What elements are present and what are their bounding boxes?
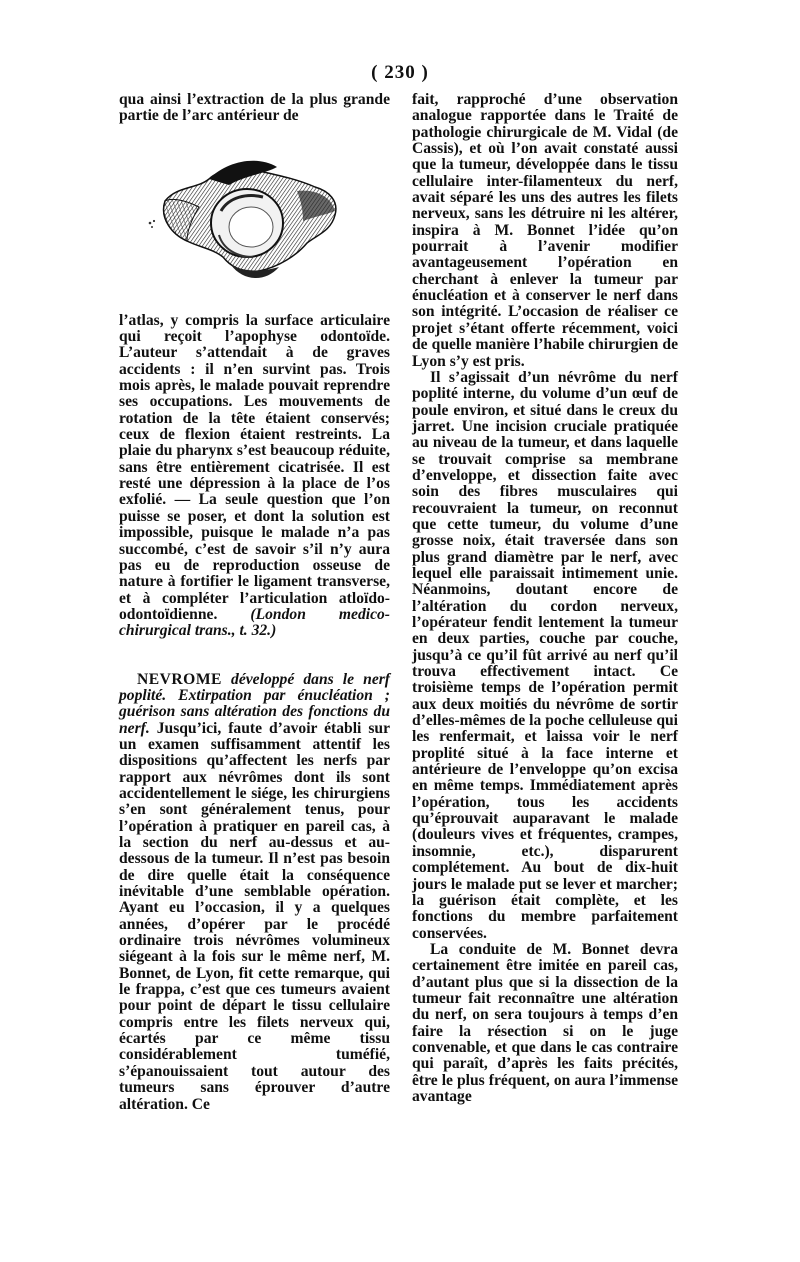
right-column bbox=[412, 92, 678, 1105]
right-paragraph-3: La conduite de M. Bonnet devra certainement être imitée en pareil cas, d’autant plus que si la dissection de la tumeur fait reconnaître une altération du nerf, on sera toujours à temps d’en faire la résection si on le juge convenable, et que dans le cas contraire qui paraît, d’après les faits précités, être le plus fréquent, on aura l’immense avantage bbox=[412, 940, 678, 1105]
article-text: Jusqu’ici, faute d’avoir établi sur un examen suffisamment attentif les dispositions qu’affectent les nerfs par rapport aux névrômes dont ils sont accidentellement le siége, les chirurgiens s’en sont généralement tenus, pour l’opération à pratiquer en pareil cas, à la section du nerf au-dessus et au-dessous de la tumeur. Il n’est pas besoin de dire quelle était la conséquence inévitable d’une semblable opération. Ayant eu l’occasion, il y a quelques années, d’opérer par le procédé ordinaire trois névrômes volumineux siégeant à la fois sur le même nerf, M. Bonnet, de Lyon, fit cette remarque, qui le frappa, c’est que ces tumeurs avaient pour point de départ le tissu cellulaire compris entre les filets nerveux qui, écartés par ce même tissu considérablement tuméfié, s’épanouissaient tout autour des tumeurs sans éprouver d’autre altération. Ce bbox=[119, 719, 390, 1113]
left-paragraph-3 bbox=[119, 672, 390, 1113]
atlas-resection-text: l’atlas, y compris la surface articulaire qui reçoit l’apophyse odontoïde. L’auteur s’attendait à de graves accidents : il n’en survint pas. Trois mois après, le malade pouvait reprendre ses occupations. Les mouvements de rotation de la tête étaient conservés; ceux de flexion étaient restreints. La plaie du pharynx s’est beaucoup réduite, sans être entièrement cicatrisée. Il est resté une dépression à la place de l’os exfolié. — La seule question que l’on puisse se poser, et dont la solution est impossible, puisque le malade n’a pas succombé, c’est de savoir s’il n’y aura pas eu de reproduction osseuse de nature à fortifier le ligament transverse, et à compléter l’articulation atloïdo-odontoïdienne. bbox=[119, 311, 390, 623]
left-column bbox=[119, 92, 390, 1113]
article-heading: NEVROME bbox=[137, 670, 222, 688]
left-paragraph-1: qua ainsi l’extraction de la plus grande partie de l’arc antérieur de bbox=[119, 91, 390, 125]
page-number: ( 230 ) bbox=[371, 62, 429, 83]
bone-figure bbox=[119, 127, 390, 303]
article-subtitle: développé dans le nerf poplité. Extirpation par énucléation ; guérison sans altération des fonctions du nerf. bbox=[119, 670, 390, 737]
citation: (London medico-chirurgical trans., t. 32.) bbox=[119, 605, 390, 640]
atlas-vertebra-engraving bbox=[147, 131, 347, 301]
right-paragraph-2: Il s’agissait d’un névrôme du nerf poplité interne, du volume d’un œuf de poule environ, et situé dans le creux du jarret. Une incision cruciale pratiquée au niveau de la tumeur, et dans laquelle se trouvait comprise sa membrane d’enveloppe, et dissection faite avec soin des fibres musculaires qui recouvraient la tumeur, on reconnut que cette tumeur, du volume d’une grosse noix, était traversée dans son plus grand diamètre par le nerf, avec lequel elle paraissait intimement unie. Néanmoins, doutant encore de l’altération du cordon nerveux, l’opérateur fendit lentement la tumeur en deux parties, couche par couche, jusqu’à ce qu’il fût arrivé au nerf qu’il trouva effectivement intact. Ce troisième temps de l’opération permit aux deux moitiés du névrôme de sortir d’elles-mêmes de la poche celluleuse qui les renfermait, et laissa voir le nerf proplité situé à la face interne et antérieure de l’enveloppe qu’on excisa en même temps. Immédiatement après l’opération, tous les accidents qu’éprouvait auparavant le malade (douleurs vives et fréquentes, crampes, insomnie, etc.), disparurent complétement. Au bout de dix-huit jours le malade put se lever et marcher; la guérison était complète, et les fonctions du membre parfaitement conservées. bbox=[412, 368, 678, 942]
left-paragraph-2 bbox=[119, 313, 390, 640]
right-paragraph-1: fait, rapproché d’une observation analogue rapportée dans le Traité de pathologie chirurgicale de M. Vidal (de Cassis), et où l’on avait constaté aussi que la tumeur, développée dans le tissu cellulaire inter-filamenteux du nerf, avait séparé les uns des autres les filets nerveux, sans les détruire ni les altérer, inspira à M. Bonnet l’idée qu’on pourrait à l’avenir modifier avantageusement l’opération en cherchant à enlever la tumeur par énucléation et à conserver le nerf dans son intégrité. L’occasion de réaliser ce projet s’étant offerte récemment, voici de quelle manière l’habile chirurgien de Lyon s’y est pris. bbox=[412, 91, 678, 370]
